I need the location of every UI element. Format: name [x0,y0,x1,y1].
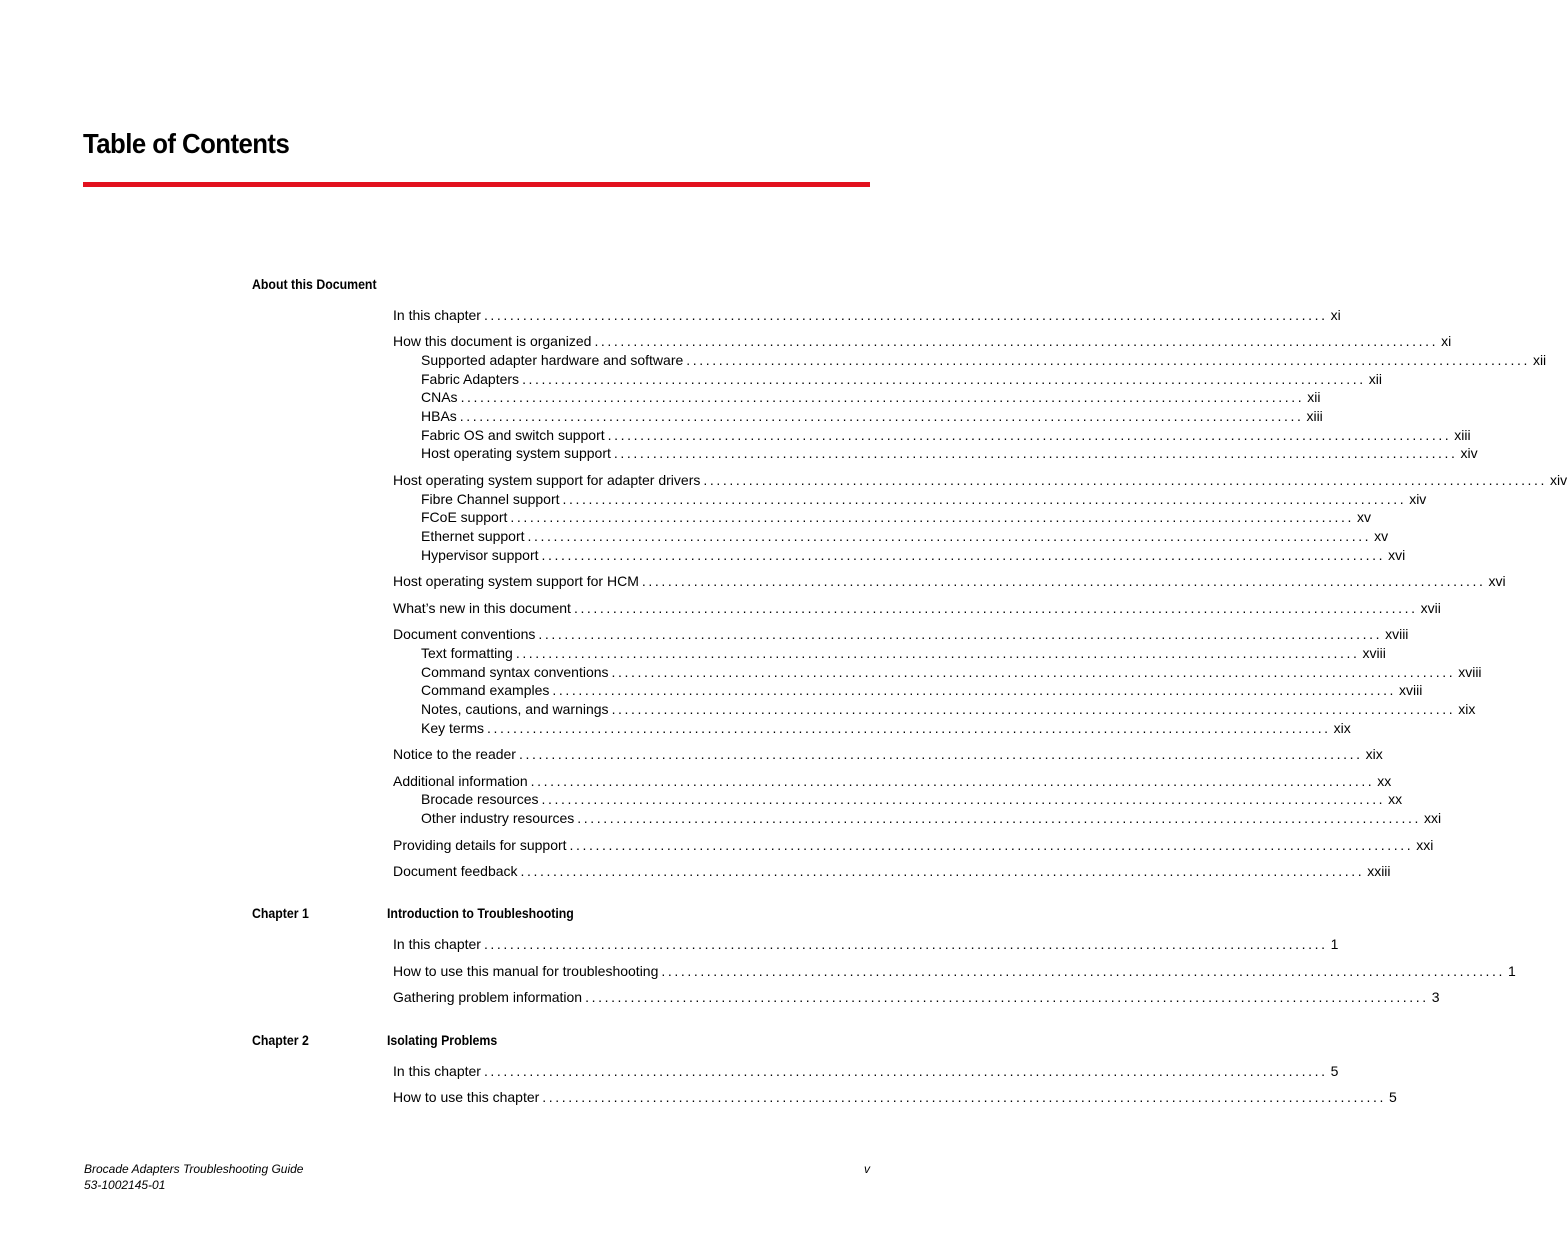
toc-entry-label: In this chapter [393,307,481,323]
toc-subentry[interactable] [421,645,1386,661]
toc-subentry[interactable] [421,664,1482,680]
dot-leader: .................................................................................................................................. [541,547,1386,563]
toc-entry[interactable] [393,837,1434,853]
dot-leader: .................................................................................................................................. [515,645,1360,661]
toc-entry-page: xvi [1488,573,1506,589]
toc-entry-page: xi [1441,333,1452,349]
dot-leader: .................................................................................................................................. [518,746,1363,762]
dot-leader: .................................................................................................................................. [483,936,1328,952]
toc-entry-page: 3 [1431,989,1440,1005]
dot-leader: .................................................................................................................................. [541,791,1386,807]
toc-entry[interactable] [393,307,1341,323]
toc-entry-label: Fabric OS and switch support [421,427,605,443]
toc-entry-label: Other industry resources [421,810,575,826]
toc-entry[interactable] [393,773,1392,789]
toc-entry-label: Ethernet support [421,528,525,544]
chapter-1-title[interactable]: Introduction to Troubleshooting [387,905,574,921]
toc-entry[interactable] [393,863,1391,879]
toc-subentry[interactable] [421,528,1389,544]
toc-entry-page: xvi [1388,547,1406,563]
dot-leader: .................................................................................................................................. [483,307,1328,323]
toc-entry-label: How to use this chapter [393,1089,540,1105]
toc-entry-page: xix [1333,720,1351,736]
footer-doc-number: 53-1002145-01 [84,1178,166,1192]
dot-leader: .................................................................................................................................. [542,1089,1386,1105]
dot-leader: .................................................................................................................................. [459,408,1304,424]
toc-subentry[interactable] [421,389,1321,405]
dot-leader: .................................................................................................................................. [611,701,1456,717]
toc-entry-label: Host operating system support for HCM [393,573,639,589]
toc-entry[interactable] [393,936,1339,952]
dot-leader: .................................................................................................................................. [641,573,1486,589]
toc-entry-page: xiii [1454,427,1471,443]
toc-entry-label: Notes, cautions, and warnings [421,701,609,717]
dot-leader: .................................................................................................................................. [510,509,1355,525]
toc-subentry[interactable] [421,491,1427,507]
toc-entry-page: 1 [1508,963,1516,979]
toc-entry-label: Hypervisor support [421,547,539,563]
toc-entry-page: 5 [1388,1089,1397,1105]
toc-entry-label: CNAs [421,389,458,405]
toc-subentry[interactable] [421,408,1323,424]
toc-entry-label: Fibre Channel support [421,491,560,507]
dot-leader: .................................................................................................................................. [483,1063,1328,1079]
dot-leader: .................................................................................................................................. [569,837,1414,853]
toc-entry-label: Supported adapter hardware and software [421,352,684,368]
toc-entry-label: How to use this manual for troubleshooting [393,963,659,979]
dot-leader: .................................................................................................................................. [487,720,1331,736]
toc-entry-page: xv [1357,509,1372,525]
toc-entry[interactable] [393,1063,1339,1079]
dot-leader: .................................................................................................................................. [661,963,1506,979]
toc-entry-label: Document conventions [393,626,536,642]
toc-entry-label: Notice to the reader [393,746,516,762]
toc-entry-page: xiv [1550,472,1567,488]
toc-entry-page: xix [1365,746,1383,762]
dot-leader: .................................................................................................................................. [607,427,1452,443]
toc-entry-page: 1 [1330,936,1339,952]
chapter-1-label: Chapter 1 [252,905,309,921]
toc-entry-page: xvii [1420,600,1441,616]
page-title: Table of Contents [83,128,290,159]
toc-entry-label: Fabric Adapters [421,371,520,387]
toc-entry-page: xxi [1423,810,1442,826]
footer-doc-title: Brocade Adapters Troubleshooting Guide [84,1162,304,1176]
toc-entry[interactable] [393,746,1383,762]
dot-leader: .................................................................................................................................. [573,600,1418,616]
toc-entry-label: HBAs [421,408,457,424]
toc-subentry[interactable] [421,445,1478,461]
toc-entry-label: What’s new in this document [393,600,571,616]
toc-entry-label: Key terms [421,720,485,736]
toc-entry-page: 5 [1330,1063,1339,1079]
toc-entry-page: xviii [1385,626,1409,642]
toc-subentry[interactable] [421,720,1351,736]
toc-entry-label: Brocade resources [421,791,539,807]
toc-subentry[interactable] [421,371,1382,387]
toc-entry-label: Gathering problem information [393,989,583,1005]
dot-leader: .................................................................................................................................. [562,491,1407,507]
toc-entry[interactable] [393,1089,1397,1105]
toc-entry[interactable] [393,626,1409,642]
toc-entry-page: xx [1377,773,1392,789]
toc-entry-page: xviii [1362,645,1386,661]
toc-entry-page: xviii [1458,664,1482,680]
toc-entry-page: xxi [1416,837,1434,853]
chapter-2-label: Chapter 2 [252,1032,309,1048]
toc-entry-label: Command examples [421,682,550,698]
toc-entry-label: Providing details for support [393,837,567,853]
toc-entry-page: xiv [1409,491,1427,507]
toc-entry-label: Document feedback [393,863,518,879]
toc-entry-label: FCoE support [421,509,508,525]
toc-entry-label: Host operating system support [421,445,611,461]
toc-entry-page: xii [1368,371,1382,387]
toc-entry-label: Additional information [393,773,528,789]
toc-entry-page: xx [1388,791,1403,807]
toc-entry-page: xi [1330,307,1341,323]
dot-leader: .................................................................................................................................. [538,626,1383,642]
toc-entry-page: xv [1374,528,1389,544]
toc-entry-label: Host operating system support for adapter drivers [393,472,701,488]
footer-page-number: v [864,1162,870,1176]
toc-subentry[interactable] [421,701,1476,717]
dot-leader: .................................................................................................................................. [611,664,1456,680]
toc-entry-page: xii [1532,352,1547,368]
dot-leader: .................................................................................................................................. [522,371,1366,387]
toc-subentry[interactable] [421,352,1547,368]
dot-leader: .................................................................................................................................. [530,773,1375,789]
toc-subentry[interactable] [421,791,1403,807]
dot-leader: .................................................................................................................................. [460,389,1305,405]
dot-leader: .................................................................................................................................. [527,528,1372,544]
toc-entry[interactable] [393,573,1506,589]
title-divider [83,182,870,187]
toc-entry[interactable] [393,989,1440,1005]
dot-leader: .................................................................................................................................. [594,333,1439,349]
dot-leader: .................................................................................................................................. [585,989,1429,1005]
toc-entry[interactable] [393,472,1567,488]
toc-subentry[interactable] [421,427,1471,443]
dot-leader: .................................................................................................................................. [520,863,1365,879]
toc-entry[interactable] [393,600,1441,616]
toc-entry[interactable] [393,963,1516,979]
toc-entry-label: Command syntax conventions [421,664,609,680]
toc-entry-page: xii [1307,389,1321,405]
toc-subentry[interactable] [421,547,1406,563]
toc-subentry[interactable] [421,509,1372,525]
toc-entry-page: xiv [1460,445,1478,461]
toc-entry[interactable] [393,333,1452,349]
toc-entry-page: xviii [1399,682,1423,698]
dot-leader: .................................................................................................................................. [686,352,1530,368]
dot-leader: .................................................................................................................................. [703,472,1548,488]
toc-entry-page: xxiii [1367,863,1391,879]
toc-subentry[interactable] [421,810,1442,826]
dot-leader: .................................................................................................................................. [577,810,1421,826]
toc-entry-label: In this chapter [393,936,481,952]
toc-entry-label: In this chapter [393,1063,481,1079]
toc-entry-page: xix [1458,701,1476,717]
toc-subentry[interactable] [421,682,1423,698]
chapter-2-title[interactable]: Isolating Problems [387,1032,498,1048]
section-heading-about: About this Document [252,276,377,292]
toc-entry-label: Text formatting [421,645,513,661]
toc-entry-label: How this document is organized [393,333,592,349]
dot-leader: .................................................................................................................................. [552,682,1397,698]
dot-leader: .................................................................................................................................. [613,445,1458,461]
toc-entry-page: xiii [1306,408,1323,424]
